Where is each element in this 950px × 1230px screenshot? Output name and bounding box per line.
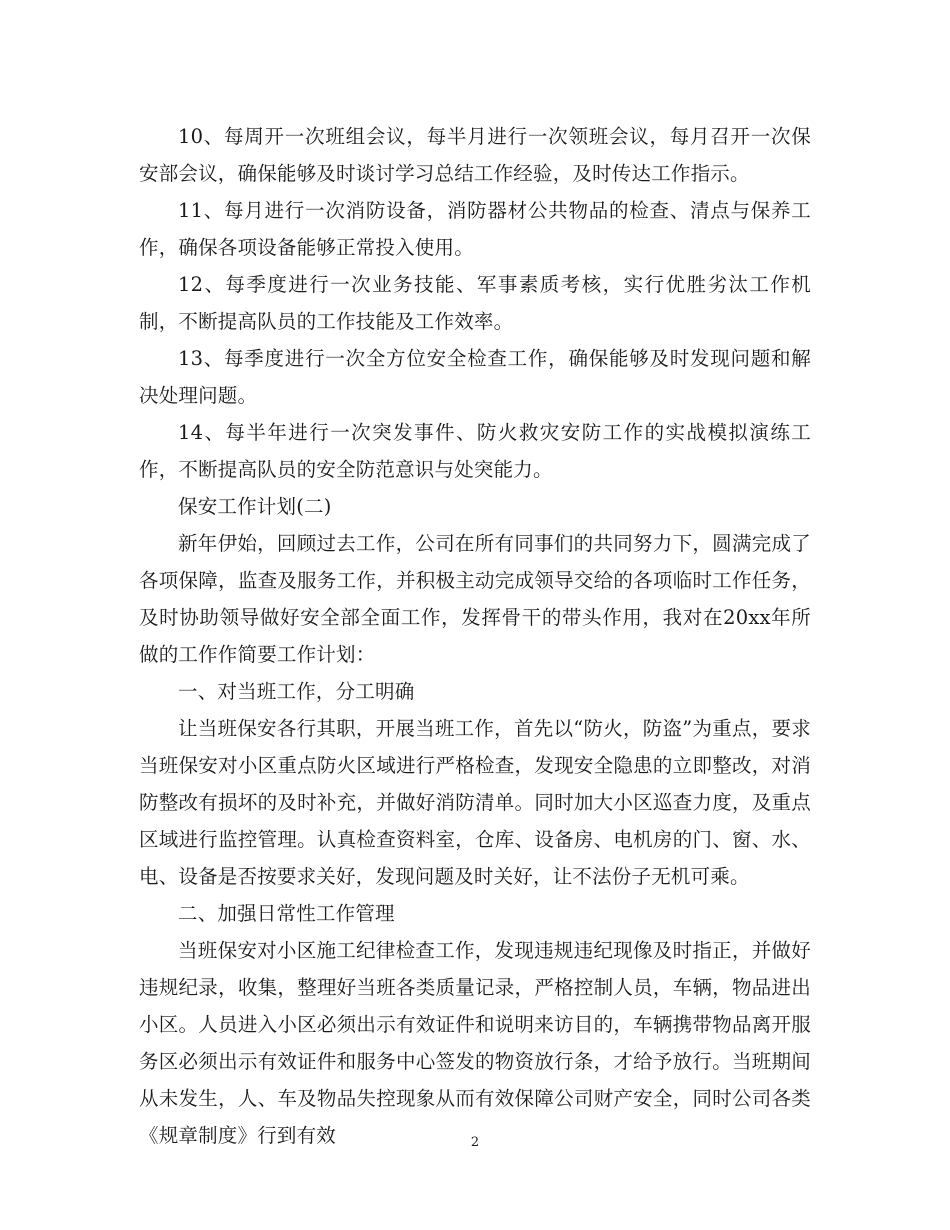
duty-division-paragraph: 让当班保安各行其职，开展当班工作，首先以“防火，防盗”为重点，要求当班保安对小区重点防火区域进行严格检查，发现安全隐患的立即整改，对消防整改有损坏的及时补充，并做好消防清单。同时加大小区巡查力度，及重点区域进行监控管理。认真检查资料室，仓库、设备房、电机房的门、窗、水、电、设备是否按要求关好，发现问题及时关好，让不法份子无机可乘。 bbox=[139, 717, 811, 888]
section-heading-plan-two: 保安工作计划(二) bbox=[178, 495, 332, 518]
document-body bbox=[139, 118, 811, 1154]
paragraph-item-12: 12、每季度进行一次业务技能、军事素质考核，实行优胜劣汰工作机制，不断提高队员的工作技能及工作效率。 bbox=[139, 273, 811, 333]
subheading-daily-management: 二、加强日常性工作管理 bbox=[178, 902, 395, 925]
paragraph-item-10: 10、每周开一次班组会议，每半月进行一次领班会议，每月召开一次保安部会议，确保能够及时谈讨学习总结工作经验，及时传达工作指示。 bbox=[139, 125, 811, 185]
subheading-duty-division: 一、对当班工作，分工明确 bbox=[178, 680, 415, 703]
paragraph-item-14: 14、每半年进行一次突发事件、防火救灾安防工作的实战模拟演练工作，不断提高队员的安全防范意识与处突能力。 bbox=[139, 421, 811, 481]
daily-management-paragraph: 当班保安对小区施工纪律检查工作，发现违规违纪现像及时指正，并做好违规纪录，收集，整理好当班各类质量记录，严格控制人员，车辆，物品进出小区。人员进入小区必须出示有效证件和说明来访目的，车辆携带物品离开服务区必须出示有效证件和服务中心签发的物资放行条，才给予放行。当班期间从未发生，人、车及物品失控现象从而有效保障公司财产安全，同时公司各类《规章制度》行到有效 bbox=[139, 939, 811, 1147]
intro-paragraph: 新年伊始，回顾过去工作，公司在所有同事们的共同努力下，圆满完成了各项保障，监查及服务工作，并积极主动完成领导交给的各项临时工作任务，及时协助领导做好安全部全面工作，发挥骨干的带头作用，我对在20xx年所做的工作作简要工作计划： bbox=[139, 532, 811, 666]
paragraph-item-13: 13、每季度进行一次全方位安全检查工作，确保能够及时发现问题和解决处理问题。 bbox=[139, 347, 811, 407]
page-number: 2 bbox=[470, 1135, 480, 1150]
paragraph-item-11: 11、每月进行一次消防设备，消防器材公共物品的检查、清点与保养工作，确保各项设备能够正常投入使用。 bbox=[139, 199, 811, 259]
